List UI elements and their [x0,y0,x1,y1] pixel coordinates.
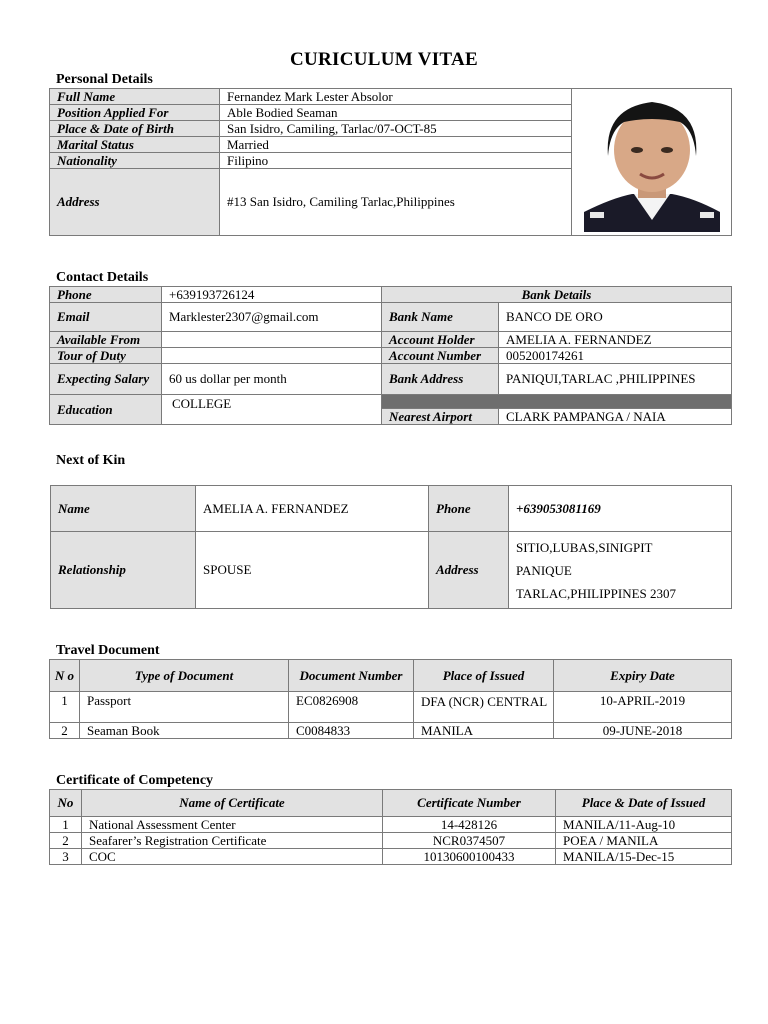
education-label: Education [50,395,162,425]
kin-relationship-value: SPOUSE [196,532,429,609]
kin-address-line: TARLAC,PHILIPPINES 2307 [516,585,677,601]
travel-cell-no: 1 [50,692,80,723]
table-row [50,849,732,865]
cert-cell-no: 2 [50,833,82,849]
bank-details-heading: Bank Details [382,287,732,303]
applicant-photo [582,94,722,232]
marital-label: Marital Status [50,137,220,153]
travel-cell-place: MANILA [414,723,554,739]
kin-address-line: SITIO,LUBAS,SINIGPIT [516,539,653,555]
travel-cell-expiry: 09-JUNE-2018 [554,723,732,739]
cert-cell-place-date: MANILA/11-Aug-10 [556,817,732,833]
gray-divider-bar [382,395,732,409]
travel-cell-type: Seaman Book [80,723,289,739]
travel-header-type: Type of Document [80,660,289,692]
available-from-value [162,332,382,348]
cert-header-name: Name of Certificate [82,790,383,817]
tour-of-duty-value [162,348,382,364]
cert-header-number: Certificate Number [383,790,556,817]
kin-address-label: Address [429,532,509,609]
account-number-label: Account Number [382,348,499,364]
photo-cell [572,89,732,236]
cert-cell-no: 1 [50,817,82,833]
travel-header-number: Document Number [289,660,414,692]
table-row [50,817,732,833]
nationality-value: Filipino [220,153,572,169]
kin-relationship-label: Relationship [51,532,196,609]
kin-address-value [509,532,732,609]
cert-cell-number: 14-428126 [383,817,556,833]
travel-header-place: Place of Issued [414,660,554,692]
email-label: Email [50,303,162,332]
address-value: #13 San Isidro, Camiling Tarlac,Philippines [220,169,572,236]
account-number-value: 005200174261 [499,348,732,364]
travel-cell-expiry: 10-APRIL-2019 [554,692,732,723]
bank-name-value: BANCO DE ORO [499,303,732,332]
nationality-label: Nationality [50,153,220,169]
tour-of-duty-label: Tour of Duty [50,348,162,364]
travel-cell-place: DFA (NCR) CENTRAL [414,692,554,723]
table-row [50,833,732,849]
cert-cell-place-date: MANILA/15-Dec-15 [556,849,732,865]
cert-cell-name: Seafarer’s Registration Certificate [82,833,383,849]
travel-header-no: N o [50,660,80,692]
page-title: CURICULUM VITAE [289,49,478,70]
expecting-salary-label: Expecting Salary [50,364,162,395]
kin-name-label: Name [51,486,196,532]
kin-phone-label: Phone [429,486,509,532]
cert-cell-no: 3 [50,849,82,865]
bank-address-value: PANIQUI,TARLAC ,PHILIPPINES [499,364,732,395]
kin-phone-value: +639053081169 [509,486,732,532]
table-row [50,723,732,739]
contact-details-heading: Contact Details [56,270,149,285]
cert-cell-name: National Assessment Center [82,817,383,833]
kin-name-value: AMELIA A. FERNANDEZ [196,486,429,532]
marital-value: Married [220,137,572,153]
cert-header-place-date: Place & Date of Issued [556,790,732,817]
travel-header-expiry: Expiry Date [554,660,732,692]
travel-cell-number: EC0826908 [289,692,414,723]
travel-cell-type: Passport [80,692,289,723]
table-row [50,692,732,723]
kin-address-line: PANIQUE [516,562,572,578]
education-value: COLLEGE [162,395,382,425]
contact-details-table [49,286,732,425]
account-holder-value: AMELIA A. FERNANDEZ [499,332,732,348]
account-holder-label: Account Holder [382,332,499,348]
next-of-kin-heading: Next of Kin [56,453,126,468]
birth-label: Place & Date of Birth [50,121,220,137]
expecting-salary-value: 60 us dollar per month [162,364,382,395]
birth-value: San Isidro, Camiling, Tarlac/07-OCT-85 [220,121,572,137]
full-name-label: Full Name [50,89,220,105]
position-value: Able Bodied Seaman [220,105,572,121]
phone-value: +639193726124 [162,287,382,303]
bank-name-label: Bank Name [382,303,499,332]
email-value: Marklester2307@gmail.com [162,303,382,332]
next-of-kin-table [50,485,732,609]
travel-document-heading: Travel Document [56,643,160,658]
available-from-label: Available From [50,332,162,348]
full-name-value: Fernandez Mark Lester Absolor [220,89,572,105]
phone-label: Phone [50,287,162,303]
position-label: Position Applied For [50,105,220,121]
personal-details-heading: Personal Details [56,72,153,87]
travel-cell-number: C0084833 [289,723,414,739]
cert-header-no: No [50,790,82,817]
personal-details-table [49,88,732,236]
travel-cell-no: 2 [50,723,80,739]
cert-cell-name: COC [82,849,383,865]
address-label: Address [50,169,220,236]
nearest-airport-label: Nearest Airport [382,409,499,425]
bank-address-label: Bank Address [382,364,499,395]
certificate-table [49,789,732,865]
cert-cell-number: 10130600100433 [383,849,556,865]
nearest-airport-value: CLARK PAMPANGA / NAIA [499,409,732,425]
cert-cell-place-date: POEA / MANILA [556,833,732,849]
cert-cell-number: NCR0374507 [383,833,556,849]
certificate-heading: Certificate of Competency [56,773,214,788]
travel-document-table [49,659,732,739]
